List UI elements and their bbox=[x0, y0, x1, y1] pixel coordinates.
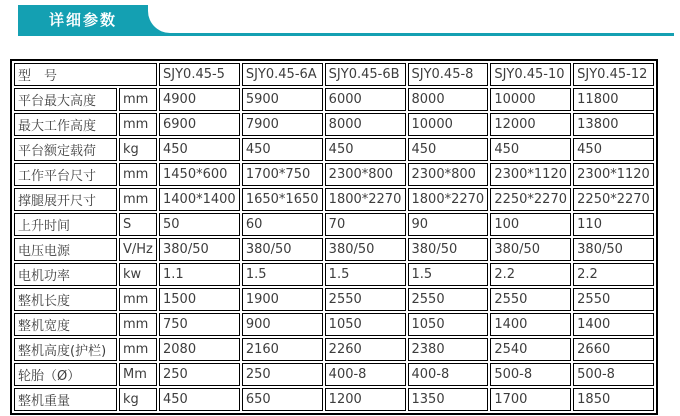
value-cell: 400-8 bbox=[325, 363, 406, 386]
value-cell: 2250*2270 bbox=[573, 188, 654, 211]
value-cell: 1500 bbox=[159, 288, 240, 311]
value-cell: 380/50 bbox=[408, 238, 489, 261]
model-header-cell: SJY0.45-6B bbox=[325, 63, 406, 86]
table-row bbox=[14, 238, 654, 261]
value-cell: 500-8 bbox=[490, 363, 571, 386]
value-cell: 2260 bbox=[325, 338, 406, 361]
value-cell: 8000 bbox=[325, 113, 406, 136]
value-cell: 400-8 bbox=[408, 363, 489, 386]
value-cell: 1.1 bbox=[159, 263, 240, 286]
value-cell: 500-8 bbox=[573, 363, 654, 386]
spec-table-head bbox=[14, 63, 654, 86]
spec-table bbox=[10, 59, 658, 415]
value-cell: 450 bbox=[159, 388, 240, 411]
header-row bbox=[14, 63, 654, 86]
param-name-cell: 电机功率 bbox=[14, 263, 117, 286]
value-cell: 450 bbox=[573, 138, 654, 161]
value-cell: 2160 bbox=[242, 338, 323, 361]
spec-table-container bbox=[10, 59, 680, 415]
value-cell: 450 bbox=[159, 138, 240, 161]
value-cell: 650 bbox=[242, 388, 323, 411]
value-cell: 450 bbox=[242, 138, 323, 161]
value-cell: 2300*1120 bbox=[573, 163, 654, 186]
value-cell: 2250*2270 bbox=[490, 188, 571, 211]
value-cell: 380/50 bbox=[490, 238, 571, 261]
value-cell: 1800*2270 bbox=[408, 188, 489, 211]
value-cell: 1700 bbox=[490, 388, 571, 411]
value-cell: 2.2 bbox=[573, 263, 654, 286]
param-name-cell: 撑腿展开尺寸 bbox=[14, 188, 117, 211]
value-cell: 2660 bbox=[573, 338, 654, 361]
param-name-cell: 最大工作高度 bbox=[14, 113, 117, 136]
unit-cell: mm bbox=[119, 163, 157, 186]
unit-cell: mm bbox=[119, 113, 157, 136]
param-name-cell: 轮胎（Ø） bbox=[14, 363, 117, 386]
value-cell: 1.5 bbox=[325, 263, 406, 286]
value-cell: 100 bbox=[490, 213, 571, 236]
value-cell: 7900 bbox=[242, 113, 323, 136]
table-row bbox=[14, 113, 654, 136]
value-cell: 2300*1120 bbox=[490, 163, 571, 186]
value-cell: 1050 bbox=[325, 313, 406, 336]
value-cell: 380/50 bbox=[573, 238, 654, 261]
value-cell: 1850 bbox=[573, 388, 654, 411]
param-name-cell: 整机重量 bbox=[14, 388, 117, 411]
param-name-cell: 工作平台尺寸 bbox=[14, 163, 117, 186]
value-cell: 8000 bbox=[408, 88, 489, 111]
unit-cell: mm bbox=[119, 188, 157, 211]
value-cell: 1400 bbox=[573, 313, 654, 336]
value-cell: 380/50 bbox=[325, 238, 406, 261]
table-row bbox=[14, 363, 654, 386]
value-cell: 2550 bbox=[573, 288, 654, 311]
param-name-cell: 整机长度 bbox=[14, 288, 117, 311]
value-cell: 1350 bbox=[408, 388, 489, 411]
value-cell: 1650*1650 bbox=[242, 188, 323, 211]
spec-table-body bbox=[14, 88, 654, 411]
value-cell: 2300*800 bbox=[408, 163, 489, 186]
value-cell: 1400 bbox=[490, 313, 571, 336]
value-cell: 1800*2270 bbox=[325, 188, 406, 211]
value-cell: 11800 bbox=[573, 88, 654, 111]
value-cell: 10000 bbox=[408, 113, 489, 136]
value-cell: 5900 bbox=[242, 88, 323, 111]
param-name-cell: 电压电源 bbox=[14, 238, 117, 261]
unit-cell: S bbox=[119, 213, 157, 236]
value-cell: 1050 bbox=[408, 313, 489, 336]
value-cell: 6900 bbox=[159, 113, 240, 136]
value-cell: 2380 bbox=[408, 338, 489, 361]
unit-cell: mm bbox=[119, 313, 157, 336]
banner-curve-decoration bbox=[148, 5, 170, 36]
value-cell: 250 bbox=[242, 363, 323, 386]
param-name-cell: 整机宽度 bbox=[14, 313, 117, 336]
value-cell: 90 bbox=[408, 213, 489, 236]
value-cell: 2550 bbox=[325, 288, 406, 311]
param-name-cell: 上升时间 bbox=[14, 213, 117, 236]
value-cell: 50 bbox=[159, 213, 240, 236]
table-row bbox=[14, 163, 654, 186]
param-name-cell: 平台最大高度 bbox=[14, 88, 117, 111]
table-row bbox=[14, 338, 654, 361]
value-cell: 450 bbox=[490, 138, 571, 161]
value-cell: 2550 bbox=[490, 288, 571, 311]
value-cell: 750 bbox=[159, 313, 240, 336]
value-cell: 110 bbox=[573, 213, 654, 236]
value-cell: 900 bbox=[242, 313, 323, 336]
section-title-tab: 详细参数 bbox=[18, 5, 148, 36]
value-cell: 12000 bbox=[490, 113, 571, 136]
unit-cell: mm bbox=[119, 88, 157, 111]
unit-cell: kg bbox=[119, 138, 157, 161]
table-row bbox=[14, 213, 654, 236]
value-cell: 1900 bbox=[242, 288, 323, 311]
section-banner bbox=[0, 0, 680, 36]
value-cell: 13800 bbox=[573, 113, 654, 136]
unit-cell: kw bbox=[119, 263, 157, 286]
value-cell: 450 bbox=[408, 138, 489, 161]
value-cell: 1700*750 bbox=[242, 163, 323, 186]
table-row bbox=[14, 263, 654, 286]
value-cell: 380/50 bbox=[242, 238, 323, 261]
value-cell: 250 bbox=[159, 363, 240, 386]
value-cell: 1450*600 bbox=[159, 163, 240, 186]
table-row bbox=[14, 138, 654, 161]
unit-cell: Mm bbox=[119, 363, 157, 386]
model-header-cell: SJY0.45-6A bbox=[242, 63, 323, 86]
param-name-cell: 整机高度(护栏) bbox=[14, 338, 117, 361]
value-cell: 380/50 bbox=[159, 238, 240, 261]
unit-cell: V/Hz bbox=[119, 238, 157, 261]
value-cell: 450 bbox=[325, 138, 406, 161]
value-cell: 2540 bbox=[490, 338, 571, 361]
value-cell: 1.5 bbox=[242, 263, 323, 286]
unit-cell: mm bbox=[119, 338, 157, 361]
value-cell: 4900 bbox=[159, 88, 240, 111]
model-label-cell: 型 号 bbox=[14, 63, 157, 86]
table-row bbox=[14, 313, 654, 336]
value-cell: 1200 bbox=[325, 388, 406, 411]
table-row bbox=[14, 288, 654, 311]
model-header-cell: SJY0.45-12 bbox=[573, 63, 654, 86]
value-cell: 70 bbox=[325, 213, 406, 236]
unit-cell: kg bbox=[119, 388, 157, 411]
value-cell: 1.5 bbox=[408, 263, 489, 286]
table-row bbox=[14, 88, 654, 111]
model-header-cell: SJY0.45-10 bbox=[490, 63, 571, 86]
value-cell: 2300*800 bbox=[325, 163, 406, 186]
model-header-cell: SJY0.45-8 bbox=[408, 63, 489, 86]
value-cell: 1400*1400 bbox=[159, 188, 240, 211]
value-cell: 6000 bbox=[325, 88, 406, 111]
value-cell: 60 bbox=[242, 213, 323, 236]
value-cell: 2550 bbox=[408, 288, 489, 311]
value-cell: 10000 bbox=[490, 88, 571, 111]
value-cell: 2.2 bbox=[490, 263, 571, 286]
unit-cell: mm bbox=[119, 288, 157, 311]
value-cell: 2080 bbox=[159, 338, 240, 361]
table-row bbox=[14, 388, 654, 411]
param-name-cell: 平台额定载荷 bbox=[14, 138, 117, 161]
table-row bbox=[14, 188, 654, 211]
model-header-cell: SJY0.45-5 bbox=[159, 63, 240, 86]
